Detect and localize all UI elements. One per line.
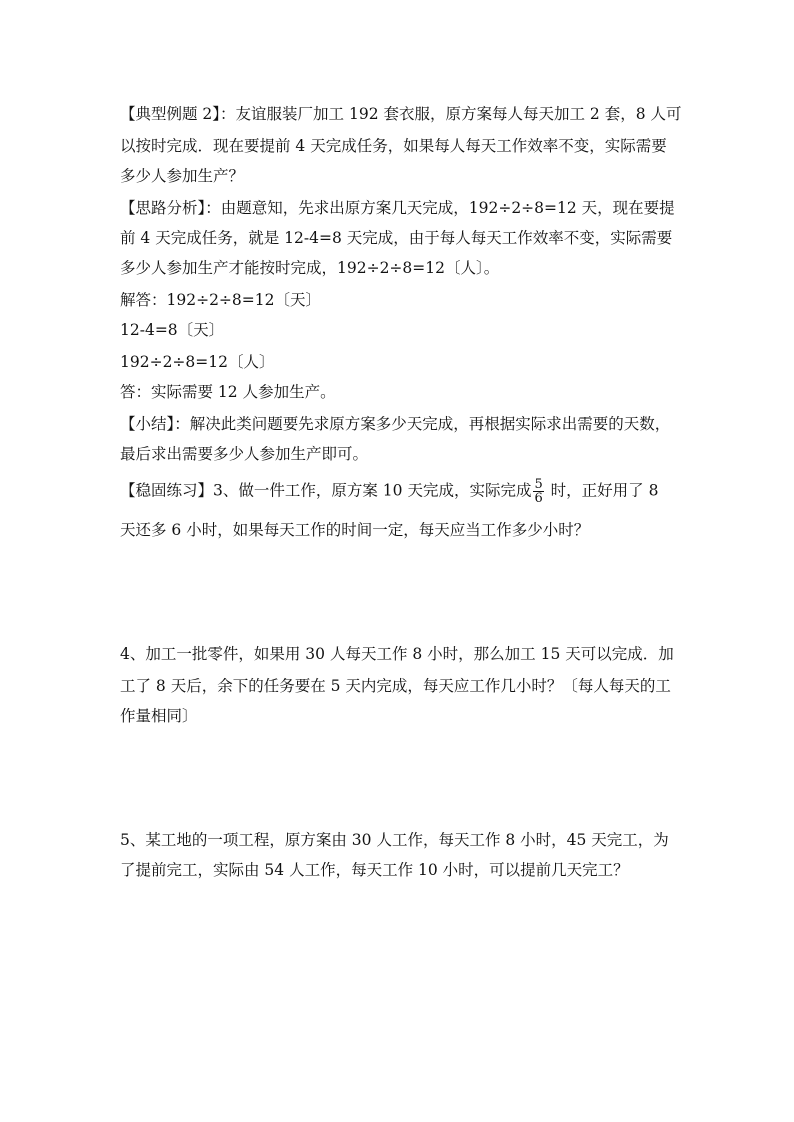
text-line: 工了 8 天后，余下的任务要在 5 天内完成，每天应工作几小时？〔每人每天的工 <box>120 677 671 695</box>
text-line: 答：实际需要 12 人参加生产。 <box>120 383 336 401</box>
text-line: 前 4 天完成任务，就是 12-4=8 天完成，由于每人每天工作效率不变，实际需要 <box>120 229 673 247</box>
text-line: 多少人参加生产？ <box>120 167 245 185</box>
text-line: 作量相同〕 <box>120 707 198 725</box>
text-line: 【小结】：解决此类问题要先求原方案多少天完成，再根据实际求出需要的天数， <box>120 415 671 433</box>
text-line: 192÷2÷8=12〔人〕 <box>120 353 275 371</box>
text-line: 解答：192÷2÷8=12〔天〕 <box>120 291 321 309</box>
fraction-denominator: 6 <box>534 491 543 506</box>
text-line: 多少人参加生产才能按时完成，192÷2÷8=12〔人〕。 <box>120 259 500 277</box>
text-line: 最后求出需要多少人参加生产即可。 <box>120 445 369 463</box>
fraction-numerator: 5 <box>534 477 543 492</box>
text-line: 12-4=8〔天〕 <box>120 321 225 339</box>
text-line <box>120 478 680 505</box>
text-line: 【思路分析】：由题意知，先求出原方案几天完成，192÷2÷8=12 天，现在要提 <box>120 199 675 217</box>
text-line: 【典型例题 2】：友谊服装厂加工 192 套衣服，原方案每人每天加工 2 套，8 人可 <box>120 105 682 123</box>
text-line: 了提前完工，实际由 54 人工作，每天工作 10 小时，可以提前几天完工？ <box>120 861 629 879</box>
question-text: 时，正好用了 8 <box>545 481 659 500</box>
text-line: 4、加工一批零件，如果用 30 人每天工作 8 小时，那么加工 15 天可以完成．加 <box>120 645 674 663</box>
question-text: 【稳固练习】3、做一件工作，原方案 10 天完成，实际完成 <box>120 481 532 500</box>
text-line: 以按时完成．现在要提前 4 天完成任务，如果每人每天工作效率不变，实际需要 <box>120 137 667 155</box>
text-line: 天还多 6 小时，如果每天工作的时间一定，每天应当工作多少小时？ <box>120 521 590 539</box>
fraction <box>533 478 543 505</box>
text-line: 5、某工地的一项工程，原方案由 30 人工作，每天工作 8 小时，45 天完工，为 <box>120 831 669 849</box>
